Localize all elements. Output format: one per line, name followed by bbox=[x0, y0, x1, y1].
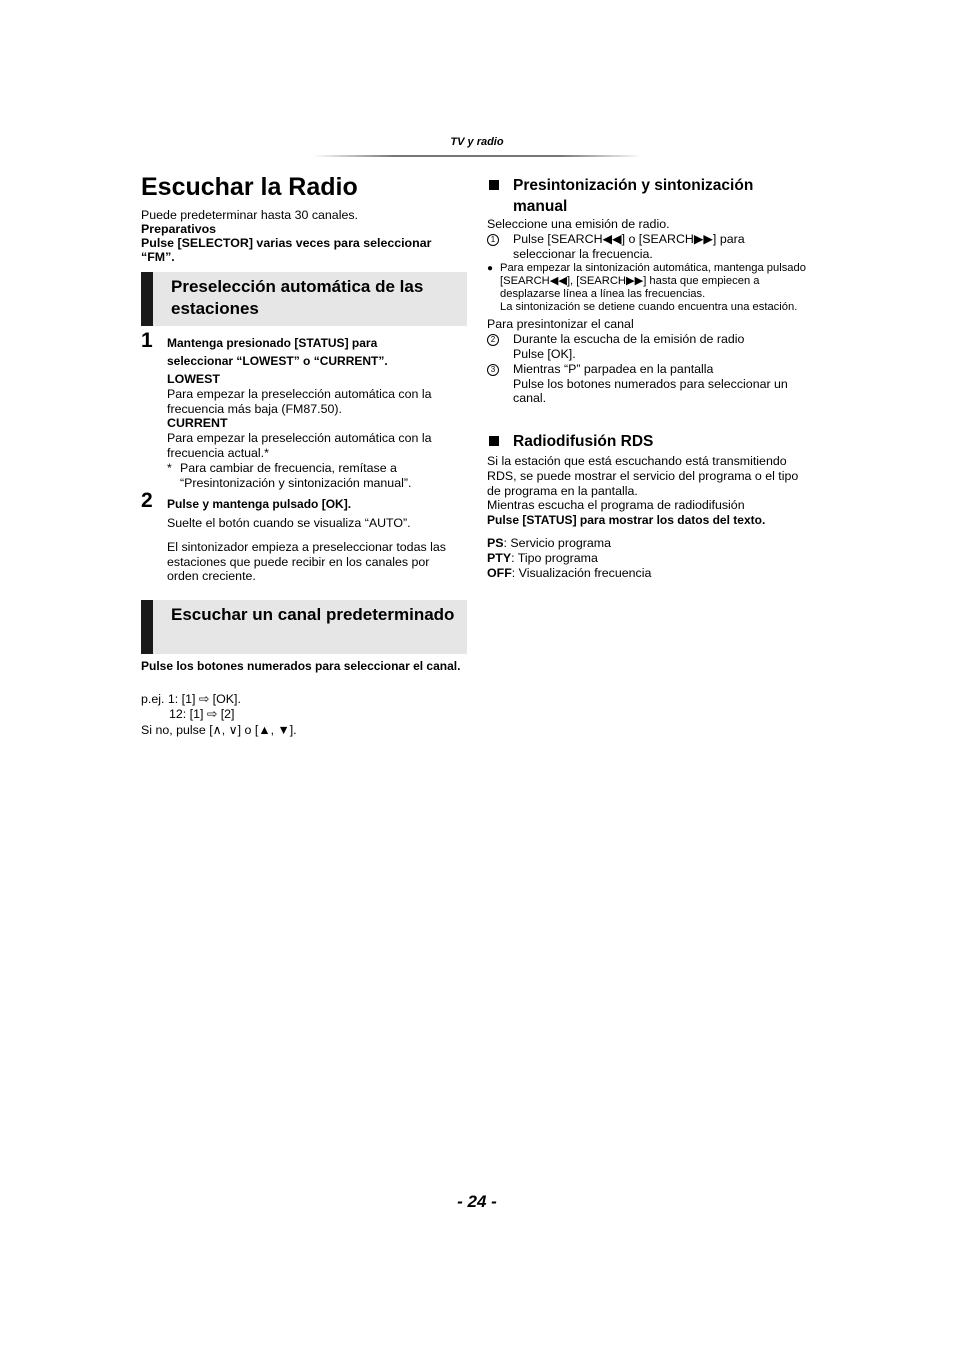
circled-number-icon: 1 bbox=[487, 234, 499, 246]
header-rule bbox=[312, 155, 642, 157]
alt-instruction: Si no, pulse [∧, ∨] o [▲, ▼]. bbox=[141, 722, 297, 737]
manual-step-2-line2: Pulse [OK]. bbox=[513, 346, 576, 361]
footnote-text: Para cambiar de frecuencia, remítase a “Presintonización y sintonización manual”. bbox=[180, 460, 412, 490]
heading-bar bbox=[141, 600, 153, 654]
manual-step-1-text: Pulse [SEARCH◀◀] o [SEARCH▶▶] para seleccionar la frecuencia. bbox=[513, 231, 745, 261]
step-number-1: 1 bbox=[141, 329, 153, 352]
channel-instruction: Pulse los botones numerados para seleccionar el canal. bbox=[141, 659, 461, 673]
section-heading-manual bbox=[487, 175, 807, 217]
heading-text: Radiodifusión RDS bbox=[513, 433, 654, 450]
rds-block bbox=[487, 454, 812, 580]
square-bullet-icon bbox=[489, 436, 499, 446]
circled-number-icon: 3 bbox=[487, 364, 499, 376]
manual-step-3-line2: Pulse los botones numerados para seleccionar un canal. bbox=[513, 376, 788, 406]
section-heading-auto bbox=[141, 272, 467, 326]
manual-step-2-line1: Durante la escucha de la emisión de radio bbox=[513, 332, 745, 347]
lowest-text: Para empezar la preselección automática con la frecuencia más baja (FM87.50). bbox=[167, 386, 432, 416]
lowest-label: LOWEST bbox=[167, 372, 220, 386]
step-2-details bbox=[167, 516, 463, 584]
prep-label: Preparativos bbox=[141, 222, 217, 236]
page-number: - 24 - bbox=[457, 1192, 497, 1211]
manual-note-text: Para empezar la sintonización automática, mantenga pulsado [SEARCH◀◀], [SEARCH▶▶] hasta que empiecen a desplazarse línea a línea las frecuencias. bbox=[500, 262, 806, 301]
manual-step-3-line1: Mientras “P” parpadea en la pantalla bbox=[513, 361, 714, 376]
current-text: Para empezar la preselección automática con la frecuencia actual.* bbox=[167, 431, 432, 460]
manual-note bbox=[487, 262, 809, 314]
rds-modes bbox=[487, 536, 812, 580]
channel-instruction-block bbox=[141, 659, 463, 673]
rds-mode-off: OFF: Visualización frecuencia bbox=[487, 565, 652, 580]
step-number-2: 2 bbox=[141, 489, 153, 512]
section-heading-rds bbox=[487, 431, 807, 452]
rds-mode-pty: PTY: Tipo programa bbox=[487, 550, 598, 565]
step-2-paragraph: El sintonizador empieza a preseleccionar todas las estaciones que puede recibir en los canales por orden creciente. bbox=[167, 539, 446, 584]
page-title: Escuchar la Radio bbox=[141, 173, 358, 201]
section-heading-channel bbox=[141, 600, 467, 654]
intro-block bbox=[141, 208, 461, 264]
footnote-mark: * bbox=[167, 460, 172, 475]
heading-text: Preselección automática de las estaciones bbox=[171, 277, 424, 318]
rds-instruction: Pulse [STATUS] para mostrar los datos del texto. bbox=[487, 513, 766, 528]
step-1-details bbox=[167, 372, 463, 490]
footnote bbox=[167, 461, 463, 491]
heading-bar bbox=[141, 272, 153, 326]
manual-note-text-2: La sintonización se detiene cuando encuentra una estación. bbox=[500, 301, 798, 314]
manual-block bbox=[487, 217, 809, 406]
circled-number-icon: 2 bbox=[487, 334, 499, 346]
rds-paragraph: Si la estación que está escuchando está transmitiendo RDS, se puede mostrar el servicio del programa o el tipo de programa en la pantalla. bbox=[487, 454, 799, 498]
preset-label: Para presintonizar el canal bbox=[487, 317, 634, 332]
heading-text: Presintonización y sintonización manual bbox=[513, 177, 754, 215]
example-1: p.ej. 1: [1] ⇨ [OK]. bbox=[141, 692, 241, 706]
rds-mode-ps: PS: Servicio programa bbox=[487, 535, 611, 550]
manual-step-2 bbox=[487, 332, 809, 362]
manual-step-1 bbox=[487, 232, 809, 262]
step-2-text: Pulse y mantenga pulsado [OK]. bbox=[167, 497, 352, 511]
section-header: TV y radio bbox=[450, 136, 504, 148]
step-1-text: Mantenga presionado [STATUS] para seleccionar “LOWEST” o “CURRENT”. bbox=[167, 336, 388, 368]
prep-text: Pulse [SELECTOR] varias veces para seleccionar “FM”. bbox=[141, 236, 432, 264]
channel-examples bbox=[141, 692, 463, 738]
square-bullet-icon bbox=[489, 180, 499, 190]
bullet-icon: ● bbox=[487, 263, 494, 275]
example-12: 12: [1] ⇨ [2] bbox=[169, 707, 235, 722]
heading-text: Escuchar un canal predeterminado bbox=[171, 605, 455, 624]
manual-intro: Seleccione una emisión de radio. bbox=[487, 217, 670, 231]
step-2-detail: Suelte el botón cuando se visualiza “AUTO”. bbox=[167, 516, 411, 530]
current-label: CURRENT bbox=[167, 416, 228, 431]
rds-while: Mientras escucha el programa de radiodifusión bbox=[487, 498, 745, 513]
intro-text: Puede predeterminar hasta 30 canales. bbox=[141, 208, 358, 222]
manual-step-3 bbox=[487, 362, 809, 406]
